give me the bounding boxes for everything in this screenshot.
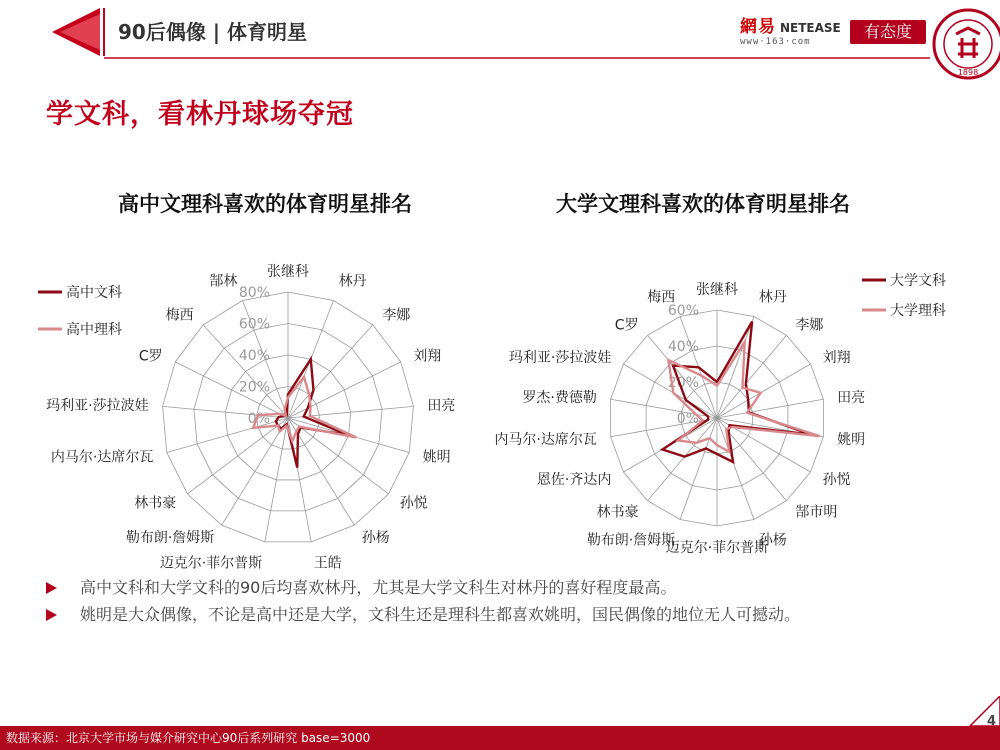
category-label: 孙杨: [361, 530, 390, 547]
tick-label: 0%: [247, 411, 270, 427]
page-number: 4: [986, 714, 996, 729]
legend-label: 大学理科: [890, 303, 946, 319]
category-label: 刘翔: [413, 348, 442, 365]
tick-label: 20%: [667, 375, 699, 391]
category-label: 林丹: [338, 273, 367, 290]
bullet-item: [46, 603, 946, 626]
grid-spoke: [288, 325, 373, 418]
footer-source: 数据来源：北京大学市场与媒介研究中心90后系列研究 base=3000: [6, 731, 371, 745]
header-title: 90后偶像 | 体育明星: [118, 20, 308, 44]
category-label: 恩佐·齐达内: [536, 472, 612, 488]
bullet-text: 高中文科和大学文科的90后均喜欢林丹，尤其是大学文科生对林丹的喜好程度最高。: [80, 578, 677, 597]
bullet-item: [46, 576, 946, 599]
category-label: 内马尔·达席尔瓦: [494, 432, 597, 449]
category-label: 李娜: [382, 307, 411, 324]
legend-label: 高中文科: [66, 285, 122, 301]
footer-bar: [0, 726, 1000, 750]
category-label: 迈克尔·菲尔普斯: [159, 555, 263, 570]
legend-label: 高中理科: [66, 322, 122, 338]
category-label: C罗: [138, 348, 163, 365]
category-label: 玛利亚·莎拉波娃: [508, 350, 612, 366]
category-label: 孙杨: [758, 532, 787, 549]
legend-label: 大学文科: [890, 273, 946, 289]
category-label: 郜市明: [795, 504, 838, 521]
category-label: 刘翔: [822, 350, 851, 366]
category-label: 孙悦: [822, 472, 851, 488]
netease-logo: 網易 NETEASE www·163·com: [740, 17, 841, 47]
category-label: 林书豪: [134, 495, 177, 512]
category-label: 罗杰·费德勒: [522, 389, 597, 406]
tick-label: 20%: [238, 379, 270, 396]
grid-spoke: [203, 325, 288, 418]
tick-label: 80%: [238, 285, 270, 301]
grid-spoke: [187, 418, 288, 494]
tick-label: 0%: [676, 411, 699, 427]
category-label: 郜林: [209, 273, 238, 290]
tick-label: 40%: [667, 339, 699, 355]
category-label: 迈克尔·菲尔普斯: [665, 540, 769, 556]
radar-chart-1: [494, 272, 946, 556]
category-label: 内马尔·达席尔瓦: [50, 449, 154, 466]
category-label: 勒布朗·詹姆斯: [125, 530, 215, 547]
tick-label: 40%: [238, 348, 270, 364]
chart-title-high-school: 高中文理科喜欢的体育明星排名: [118, 192, 412, 216]
category-label: 姚明: [837, 432, 866, 449]
category-label: 梅西: [165, 307, 194, 324]
page-title: 学文科，看林丹球场夺冠: [46, 99, 354, 130]
category-label: 王皓: [313, 555, 342, 570]
bullet-arrow-icon: [46, 609, 57, 621]
category-label: 梅西: [647, 289, 676, 306]
category-label: 勒布朗·詹姆斯: [586, 532, 676, 549]
category-label: 张继科: [696, 282, 738, 298]
bullet-text: 姚明是大众偶像，不论是高中还是大学，文科生还是理科生都喜欢姚明，国民偶像的地位无人可撼动。: [80, 605, 801, 624]
chart-title-university: 大学文理科喜欢的体育明星排名: [556, 192, 850, 216]
series-line-1: [668, 342, 819, 452]
tick-label: 60%: [667, 303, 699, 319]
category-label: C罗: [614, 317, 639, 334]
grid-spoke: [175, 362, 288, 418]
youtaidu-logo: 有态度: [850, 20, 926, 44]
category-label: 张继科: [267, 264, 309, 280]
svg-text:1898: 1898: [957, 68, 979, 77]
bullet-arrow-icon: [46, 582, 57, 594]
category-label: 玛利亚·莎拉波娃: [46, 398, 149, 415]
bullet-list: [46, 576, 946, 630]
tick-label: 60%: [238, 316, 270, 333]
category-label: 林丹: [758, 289, 787, 306]
category-label: 林书豪: [596, 504, 639, 521]
category-label: 孙悦: [399, 495, 428, 512]
category-label: 田亮: [427, 398, 456, 415]
radar-chart-0: [38, 263, 455, 570]
category-label: 李娜: [795, 317, 824, 334]
category-label: 田亮: [837, 389, 866, 406]
grid-spoke: [717, 418, 754, 519]
category-label: 姚明: [422, 449, 451, 466]
